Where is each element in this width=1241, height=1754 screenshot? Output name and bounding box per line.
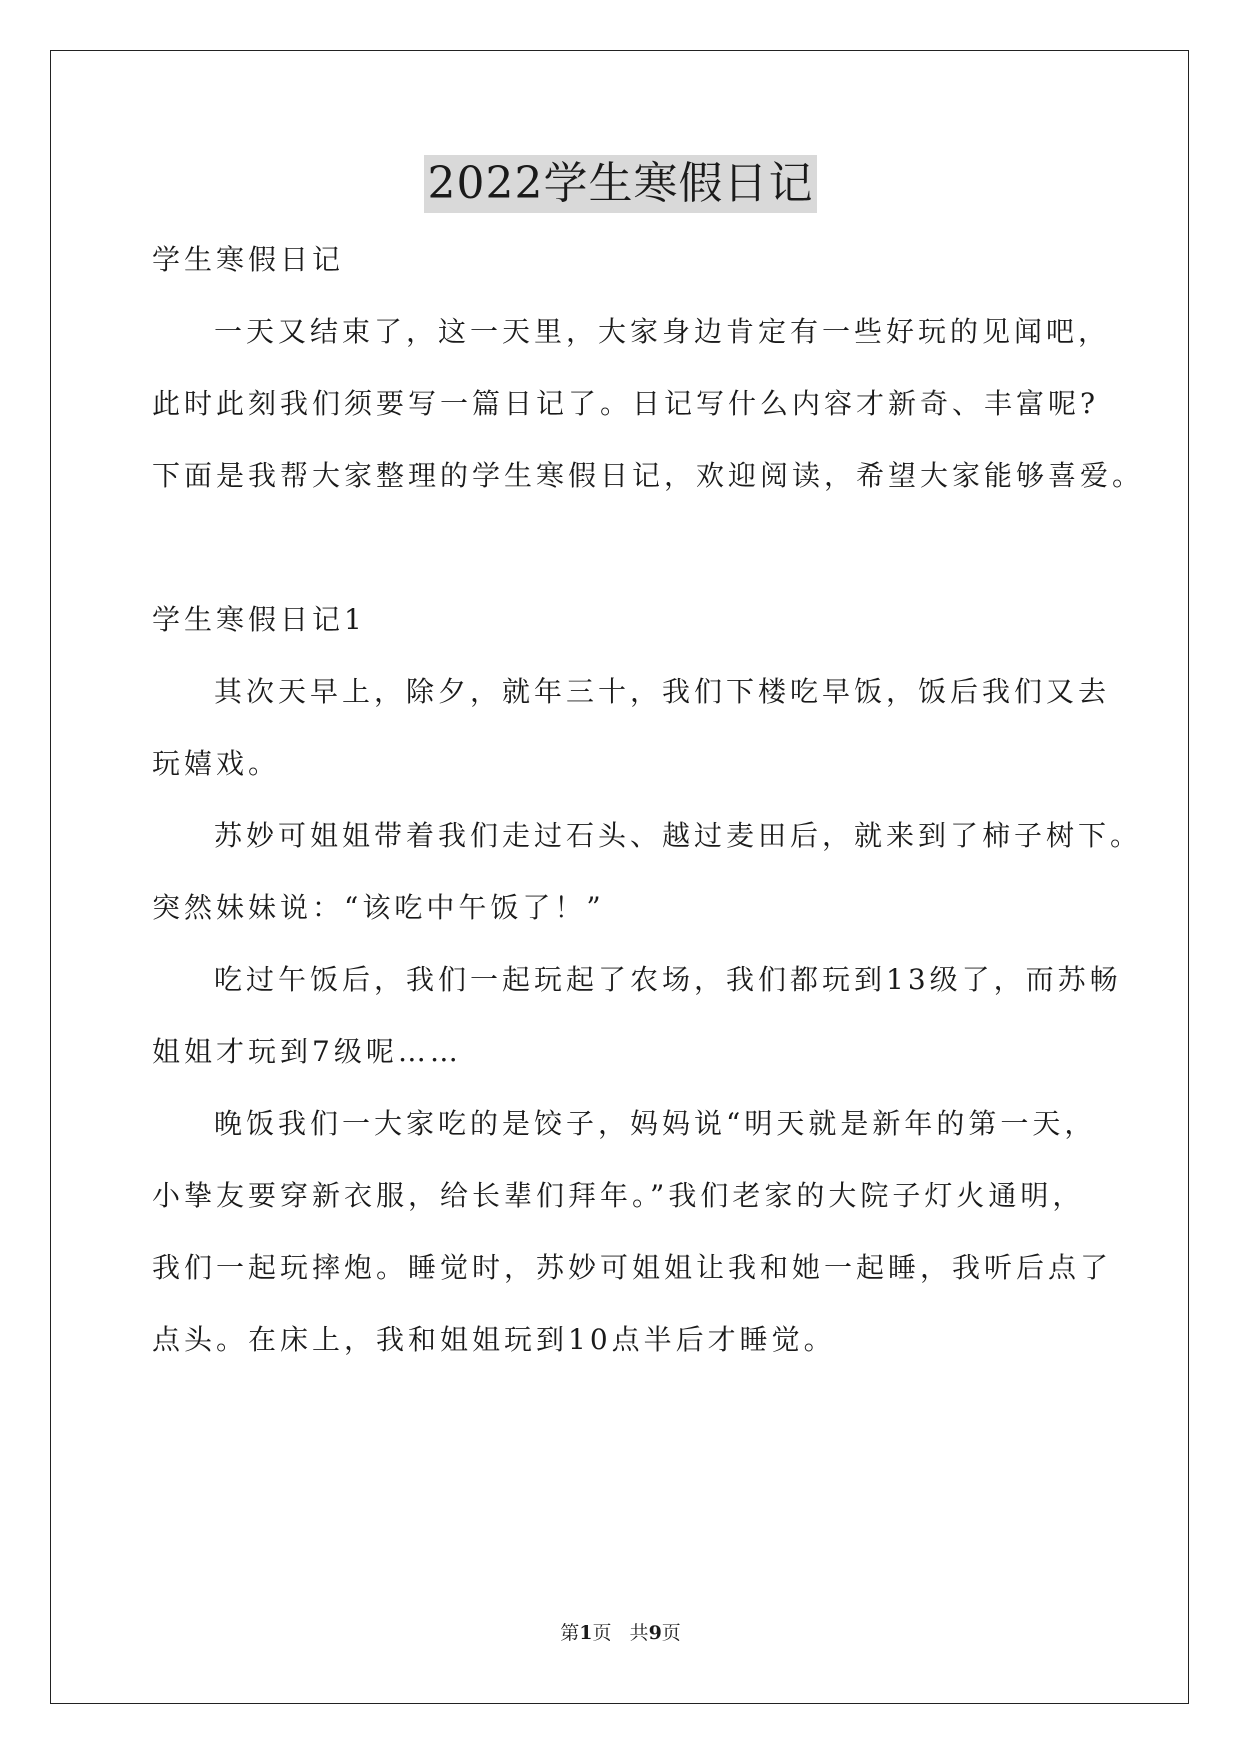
paragraph-line: 点头。在床上，我和姐姐玩到10点半后才睡觉。 <box>152 1323 836 1356</box>
paragraph-line: 突然妹妹说：“该吃中午饭了！” <box>152 891 605 924</box>
paragraph-line: 小挚友要穿新衣服，给长辈们拜年。”我们老家的大院子灯火通明， <box>152 1179 1085 1212</box>
paragraph-line: 我们一起玩摔炮。睡觉时，苏妙可姐姐让我和她一起睡，我听后点了 <box>152 1251 1113 1284</box>
document-title: 2022学生寒假日记 <box>424 155 818 213</box>
page-mid: 页 共 <box>592 1622 649 1644</box>
total-page-number: 9 <box>648 1622 662 1644</box>
paragraph-line: 一天又结束了，这一天里，大家身边肯定有一些好玩的见闻吧， <box>214 315 1111 348</box>
page-suffix: 页 <box>661 1622 681 1644</box>
paragraph-line: 晚饭我们一大家吃的是饺子，妈妈说“明天就是新年的第一天， <box>214 1107 1097 1140</box>
section-heading-diary-1: 学生寒假日记1 <box>152 603 366 636</box>
title-container <box>0 155 1241 213</box>
paragraph-line: 苏妙可姐姐带着我们走过石头、越过麦田后，就来到了柿子树下。 <box>214 819 1143 852</box>
paragraph-line: 下面是我帮大家整理的学生寒假日记，欢迎阅读，希望大家能够喜爱。 <box>152 459 1145 492</box>
page-prefix: 第 <box>560 1622 580 1644</box>
paragraph-line: 其次天早上，除夕，就年三十，我们下楼吃早饭，饭后我们又去 <box>214 675 1111 708</box>
paragraph-line: 此时此刻我们须要写一篇日记了。日记写什么内容才新奇、丰富呢? <box>152 387 1100 420</box>
paragraph-line: 玩嬉戏。 <box>152 747 281 780</box>
paragraph-line: 姐姐才玩到7级呢…… <box>152 1035 462 1068</box>
current-page-number: 1 <box>579 1622 593 1644</box>
section-heading-intro: 学生寒假日记 <box>152 243 345 276</box>
page-footer <box>0 1620 1241 1646</box>
page-border <box>50 50 1189 1704</box>
paragraph-line: 吃过午饭后，我们一起玩起了农场，我们都玩到13级了，而苏畅 <box>214 963 1122 996</box>
